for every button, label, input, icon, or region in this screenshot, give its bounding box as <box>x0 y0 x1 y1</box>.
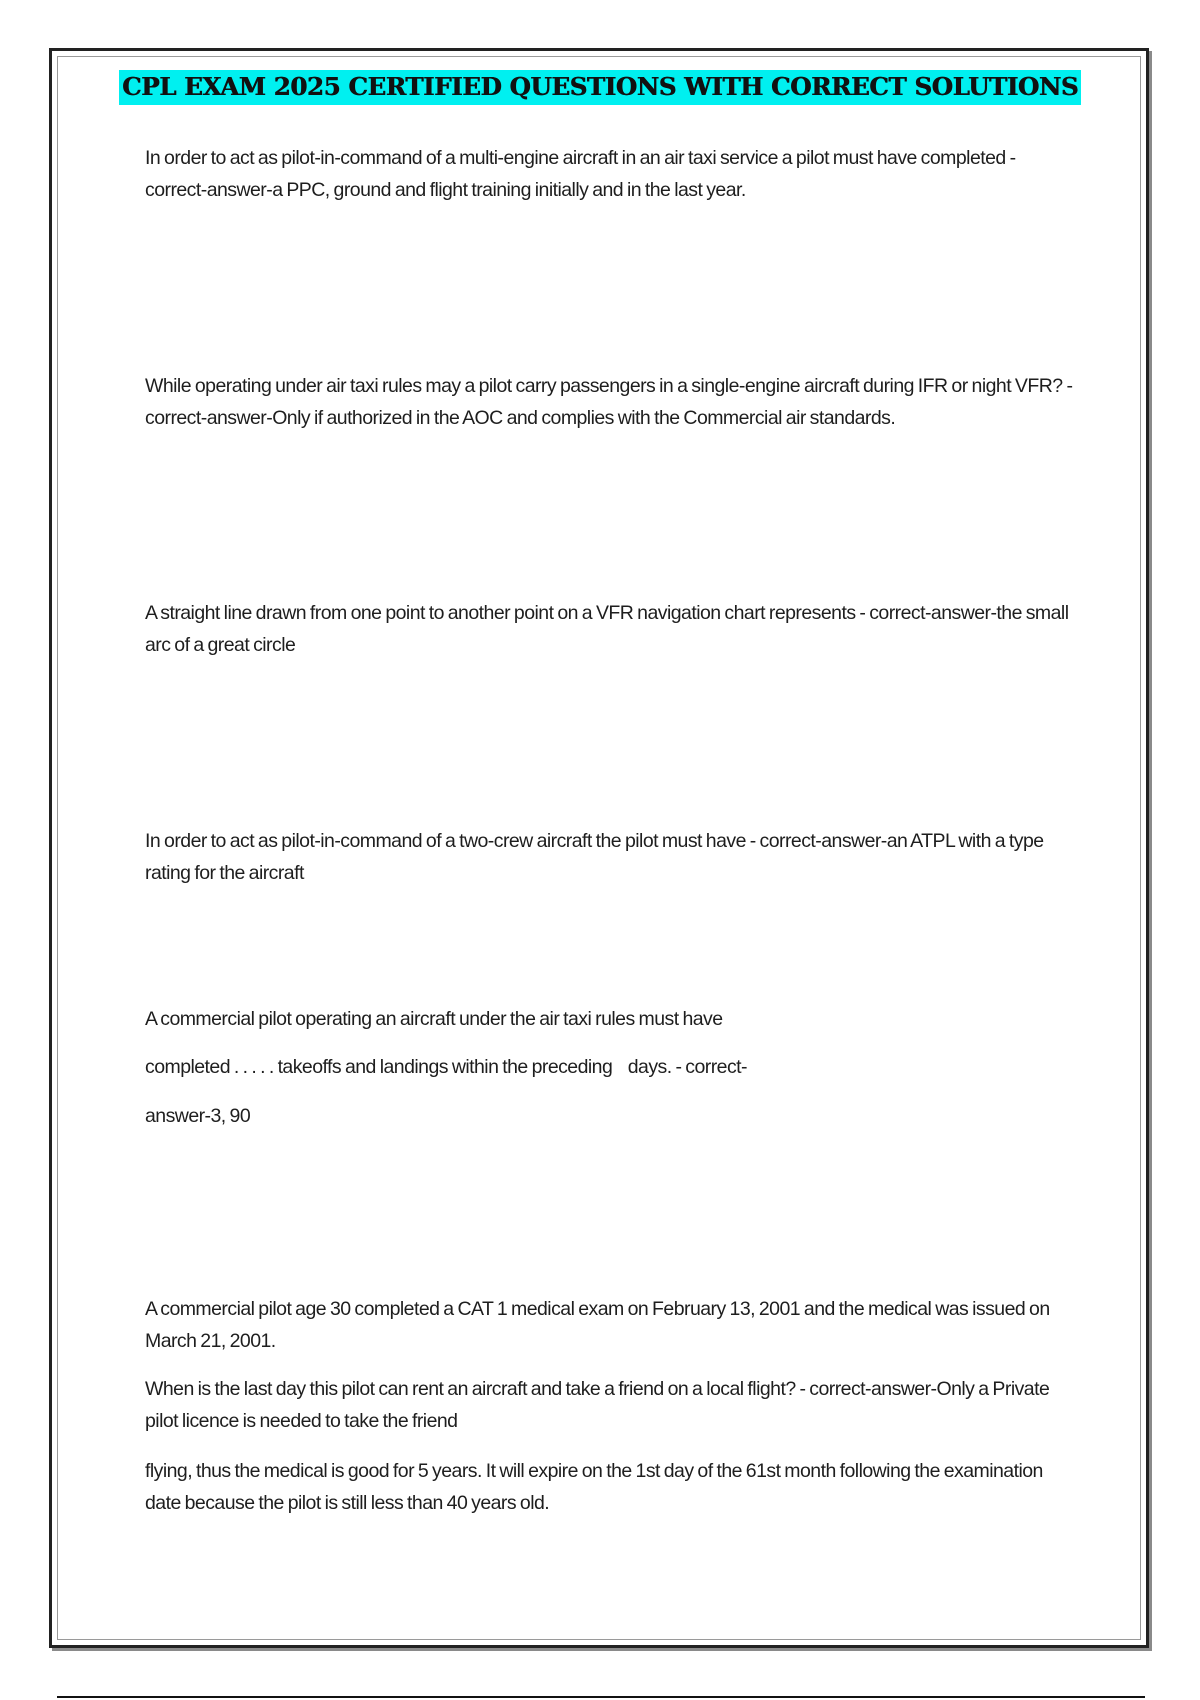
question-6-intro: A commercial pilot age 30 completed a CAT 1 medical exam on February 13, 2001 and the medical was issued on March 21, 2001. <box>145 1298 1050 1352</box>
question-3: A straight line drawn from one point to another point on a VFR navigation chart represents - correct-answer-the small arc of a great circle <box>145 602 1069 656</box>
question-5-line-2: completed . . . . . takeoffs and landings within the preceding days. - correct- <box>145 1056 747 1078</box>
document-title: CPL EXAM 2025 CERTIFIED QUESTIONS WITH CORRECT SOLUTIONS <box>119 70 1081 105</box>
question-1: In order to act as pilot-in-command of a multi-engine aircraft in an air taxi service a pilot must have completed - correct-answer-a PPC, ground and flight training initially and in the last year. <box>145 147 1016 201</box>
title-container <box>0 70 1200 105</box>
question-5-line-3: answer-3, 90 <box>145 1105 251 1127</box>
question-5-line-1: A commercial pilot operating an aircraft under the air taxi rules must have <box>145 1008 723 1030</box>
question-4: In order to act as pilot-in-command of a two-crew aircraft the pilot must have - correct-answer-an ATPL with a type rating for the aircraft <box>145 830 1044 884</box>
question-2: While operating under air taxi rules may a pilot carry passengers in a single-engine aircraft during IFR or night VFR? - correct-answer-Only if authorized in the AOC and complies with the Commercial air standards. <box>145 375 1073 429</box>
bottom-rule <box>57 1696 1145 1698</box>
question-6-question: When is the last day this pilot can rent an aircraft and take a friend on a local flight? - correct-answer-Only a Private pilot licence is needed to take the friend <box>145 1378 1050 1432</box>
question-6-answer: flying, thus the medical is good for 5 years. It will expire on the 1st day of the 61st month following the examination date because the pilot is still less than 40 years old. <box>145 1460 1043 1514</box>
